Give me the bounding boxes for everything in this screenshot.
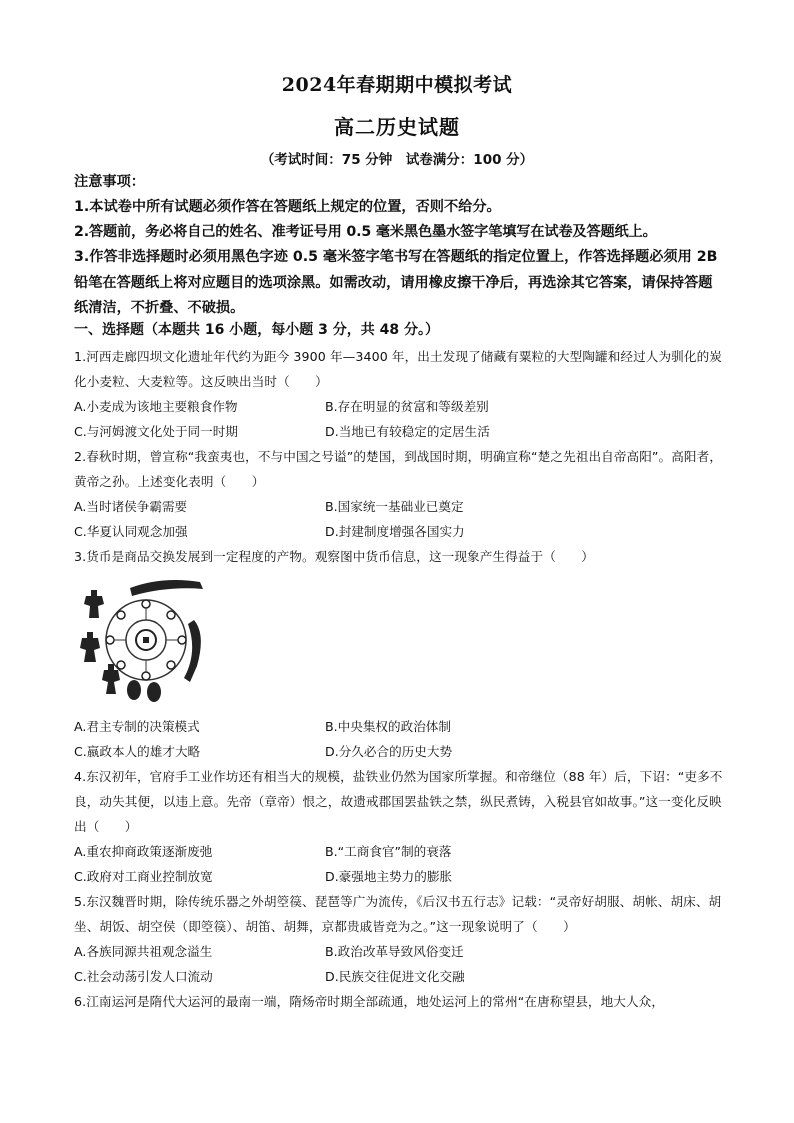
option-a: A.重农抑商政策逐渐废弛 — [74, 844, 213, 859]
note-item: 3.作答非选择题时必须用黑色字迹 0.5 毫米签字笔书写在答题纸的指定位置上，作答选择题必须用 2B 铅笔在答题纸上将对应题目的选项涂黑。如需改动，请用橡皮擦干净后，再选涂其它答案，请保持答题纸清洁，不折叠、不破损。 — [74, 249, 718, 316]
question-stem: 5.东汉魏晋时期，除传统乐器之外胡箜篌、琵琶等广为流传，《后汉书五行志》记载：“灵帝好胡服、胡帐、胡床、胡坐、胡饭、胡空侯（即箜篌）、胡笛、胡舞，京都贵戚皆竞为之。”这一现象说明了（ ） — [74, 894, 722, 934]
note-item: 2.答题前，务必将自己的姓名、准考证号用 0.5 毫米黑色墨水签字笔填写在试卷及答题纸上。 — [74, 224, 657, 240]
question-stem: 3.货币是商品交换发展到一定程度的产物。观察图中货币信息，这一现象产生得益于（ ） — [74, 549, 594, 564]
exam-subtitle: 高二历史试题 — [334, 115, 460, 139]
question-stem: 4.东汉初年，官府手工业作坊还有相当大的规模，盐铁业仍然为国家所掌握。和帝继位（88 年）后，下诏：“吏多不良，动失其便，以违上意。先帝（章帝）恨之，故遗戒郡国罢盐铁之禁，纵民煮铸，入税县官如故事。”这一变化反映出（ ） — [74, 769, 723, 834]
option-b: B.存在明显的贫富和等级差别 — [325, 399, 489, 414]
section-title: 一、选择题（本题共 16 小题，每小题 3 分，共 48 分。） — [74, 322, 439, 338]
option-b: B.中央集权的政治体制 — [325, 719, 451, 734]
option-c: C.政府对工商业控制放宽 — [74, 869, 213, 884]
option-d: D.当地已有较稳定的定居生活 — [325, 424, 490, 439]
option-c: C.华夏认同观念加强 — [74, 524, 188, 539]
option-a: A.当时诸侯争霸需要 — [74, 499, 188, 514]
note-item: 1.本试卷中所有试题必须作答在答题纸上规定的位置，否则不给分。 — [74, 199, 501, 215]
option-b: B.“工商食官”制的衰落 — [325, 844, 452, 859]
option-a: A.小麦成为该地主要粮食作物 — [74, 399, 238, 414]
question-stem: 1.河西走廊四坝文化遗址年代约为距今 3900 年—3400 年，出土发现了储藏有粟粒的大型陶罐和经过人为驯化的炭化小麦粒、大麦粒等。这反映出当时（ ） — [74, 349, 722, 389]
option-b: B.政治改革导致风俗变迁 — [325, 944, 464, 959]
option-b: B.国家统一基础业已奠定 — [325, 499, 464, 514]
option-a: A.君主专制的决策模式 — [74, 719, 200, 734]
option-a: A.各族同源共祖观念溢生 — [74, 944, 213, 959]
option-d: D.民族交往促进文化交融 — [325, 969, 465, 984]
option-c: C.嬴政本人的雄才大略 — [74, 744, 201, 759]
option-c: C.与河姆渡文化处于同一时期 — [74, 424, 238, 439]
option-c: C.社会动荡引发人口流动 — [74, 969, 213, 984]
notes-heading: 注意事项： — [74, 174, 145, 190]
question-stem: 6.江南运河是隋代大运河的最南一端，隋炀帝时期全部疏通，地处运河上的常州“在唐称望县，地大人众， — [74, 994, 665, 1009]
option-d: D.分久必合的历史大势 — [325, 744, 453, 759]
exam-title: 2024年春期期中模拟考试 — [281, 74, 513, 96]
exam-info: （考试时间：75 分钟 试卷满分：100 分） — [260, 152, 534, 168]
option-d: D.封建制度增强各国实力 — [325, 524, 465, 539]
question-stem: 2.春秋时期，曾宣称“我蛮夷也，不与中国之号谥”的楚国，到战国时期，明确宣称“楚之先祖出自帝高阳”。高阳者，黄帝之孙。上述变化表明（ ） — [74, 449, 723, 489]
ancient-coins-figure — [72, 574, 215, 707]
option-d: D.豪强地主势力的膨胀 — [325, 869, 453, 884]
